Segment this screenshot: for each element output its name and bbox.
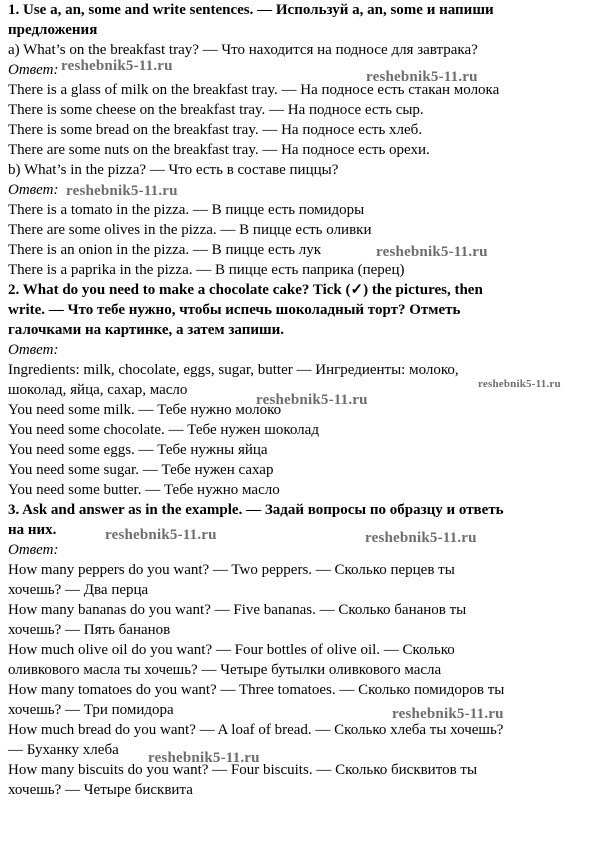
watermark: reshebnik5-11.ru [148,750,260,766]
text-line: b) What’s in the pizza? — Что есть в составе пиццы? [8,162,339,178]
text-line: How many tomatoes do you want? — Three tomatoes. — Сколько помидоров ты [8,682,505,698]
text-line: хочешь? — Пять бананов [8,622,171,638]
task-heading-line: на них. [8,522,57,538]
text-line: хочешь? — Два перца [8,582,149,598]
text-line: You need some milk. — Тебе нужно молоко [8,402,282,418]
watermark: reshebnik5-11.ru [66,183,178,199]
text-line: How much olive oil do you want? — Four bottles of olive oil. — Сколько [8,642,455,658]
watermark: reshebnik5-11.ru [61,58,173,74]
task-heading-line: 2. What do you need to make a chocolate cake? Tick (✓) the pictures, then [8,282,483,298]
task-heading-line: 3. Ask and answer as in the example. — Задай вопросы по образцу и ответь [8,502,504,518]
text-line: You need some chocolate. — Тебе нужен шоколад [8,422,319,438]
text-line: There is a tomato in the pizza. — В пицце есть помидоры [8,202,365,218]
text-line: хочешь? — Три помидора [8,702,174,718]
task-heading-line: предложения [8,22,98,38]
text-line: шоколад, яйца, сахар, масло [8,382,188,398]
task-heading-line: галочками на картинке, а затем запиши. [8,322,285,338]
text-line: There is some cheese on the breakfast tray. — На подносе есть сыр. [8,102,424,118]
text-line: There is a glass of milk on the breakfast tray. — На подносе есть стакан молока [8,82,500,98]
answer-label: Ответ: [8,542,59,558]
text-line: хочешь? — Четыре бисквита [8,782,193,798]
text-line: Ingredients: milk, chocolate, eggs, sugar, butter — Ингредиенты: молоко, [8,362,459,378]
task-heading-line: write. — Что тебе нужно, чтобы испечь шоколадный торт? Отметь [8,302,461,318]
text-line: How many bananas do you want? — Five bananas. — Сколько бананов ты [8,602,467,618]
answer-label: Ответ: [8,62,59,78]
text-line: a) What’s on the breakfast tray? — Что находится на подносе для завтрака? [8,42,478,58]
text-line: There are some nuts on the breakfast tray. — На подносе есть орехи. [8,142,430,158]
text-line: You need some sugar. — Тебе нужен сахар [8,462,274,478]
watermark: reshebnik5-11.ru [392,706,504,722]
text-line: You need some eggs. — Тебе нужны яйца [8,442,268,458]
text-line: How many peppers do you want? — Two peppers. — Сколько перцев ты [8,562,455,578]
watermark: reshebnik5-11.ru [366,69,478,85]
text-line: оливкового масла ты хочешь? — Четыре бутылки оливкового масла [8,662,442,678]
watermark: reshebnik5-11.ru [105,527,217,543]
text-line: — Буханку хлеба [8,742,119,758]
text-line: You need some butter. — Тебе нужно масло [8,482,280,498]
answer-label: Ответ: [8,342,59,358]
text-line: There are some olives in the pizza. — В пицце есть оливки [8,222,372,238]
text-line: How much bread do you want? — A loaf of bread. — Сколько хлеба ты хочешь? [8,722,504,738]
watermark: reshebnik5-11.ru [256,392,368,408]
task-heading-line: 1. Use a, an, some and write sentences. — Используй a, an, some и напиши [8,2,494,18]
text-line: There is some bread on the breakfast tray. — На подносе есть хлеб. [8,122,423,138]
watermark: reshebnik5-11.ru [365,530,477,546]
text-line: How many biscuits do you want? — Four biscuits. — Сколько бисквитов ты [8,762,478,778]
answer-label: Ответ: [8,182,59,198]
watermark: reshebnik5-11.ru [478,378,561,390]
text-line: There is a paprika in the pizza. — В пицце есть паприка (перец) [8,262,405,278]
text-line: There is an onion in the pizza. — В пицце есть лук [8,242,322,258]
watermark: reshebnik5-11.ru [376,244,488,260]
